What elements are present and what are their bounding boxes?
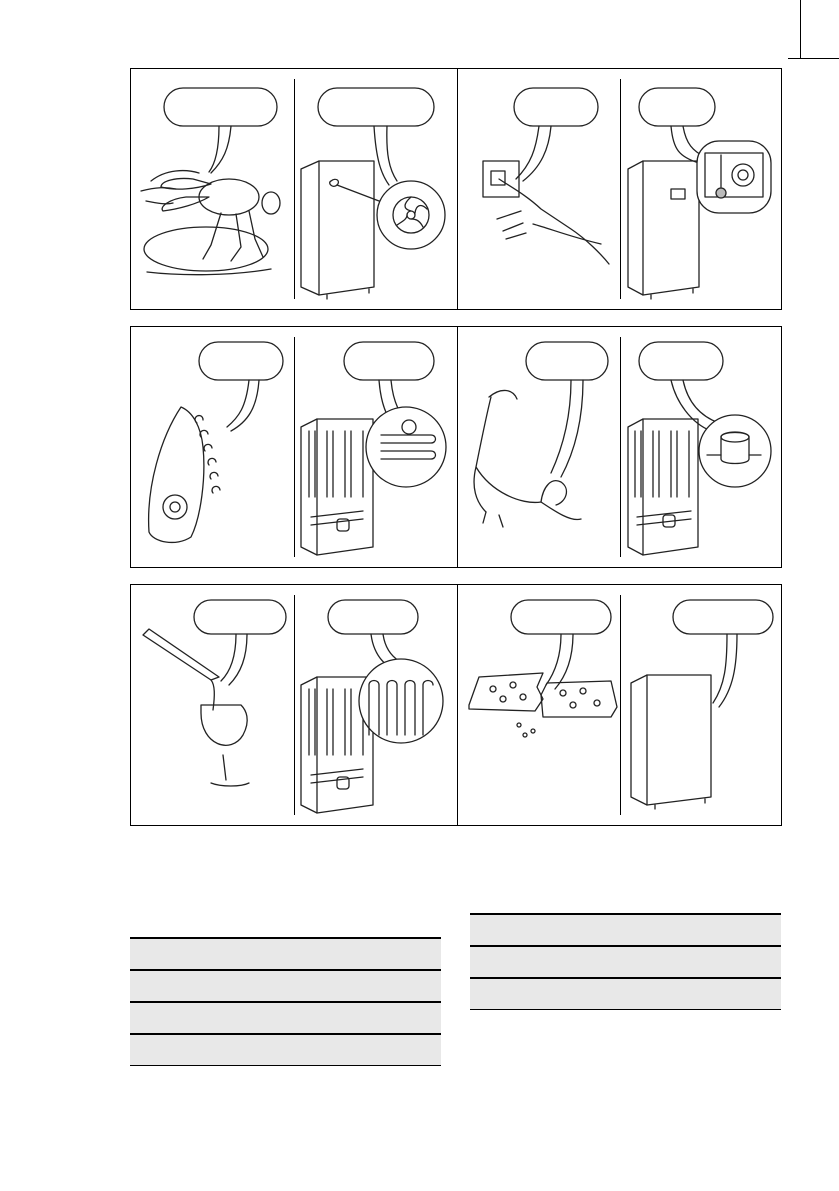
wine-glass-icon (143, 629, 249, 786)
crop-mark (788, 58, 839, 59)
table-row (130, 937, 441, 970)
table-row (470, 977, 781, 1010)
fly-icon (141, 171, 280, 275)
speech-bubble (318, 88, 434, 185)
cracking-bread-icon (469, 673, 617, 737)
speech-bubble (511, 600, 611, 689)
switch-hand-icon (483, 161, 609, 264)
illustration-panel-3 (130, 584, 782, 826)
crop-mark (800, 0, 801, 58)
speech-bubble (514, 88, 598, 181)
panel-1-art (131, 69, 783, 311)
illustration-panel-2 (130, 326, 782, 568)
fridge-icon (301, 161, 445, 299)
table-row (470, 913, 781, 946)
speech-bubble (328, 600, 418, 667)
speech-bubble (194, 600, 286, 685)
speech-bubble (673, 600, 773, 707)
table-row (130, 1033, 441, 1066)
table-left (130, 937, 441, 1067)
fridge-compressor-icon (628, 415, 771, 555)
table-row (470, 945, 781, 978)
speech-bubble (526, 342, 608, 477)
panel-3-art (131, 585, 783, 827)
steam-iron-icon (149, 407, 220, 542)
illustration-panel-1 (130, 68, 782, 310)
table-bottom-rule (130, 1065, 441, 1066)
speech-bubble (164, 88, 277, 173)
speech-bubble (199, 342, 283, 431)
table-bottom-rule (470, 1009, 781, 1010)
cat-icon (474, 390, 581, 527)
table-row (130, 969, 441, 1002)
fridge-coils-icon (301, 407, 446, 555)
panel-2-art (131, 327, 783, 569)
speech-bubble (639, 342, 723, 431)
fridge-icon (628, 141, 771, 299)
table-row (130, 1001, 441, 1034)
fridge-pipes-icon (301, 659, 443, 813)
table-right (470, 913, 781, 1013)
fridge-icon (631, 675, 711, 809)
